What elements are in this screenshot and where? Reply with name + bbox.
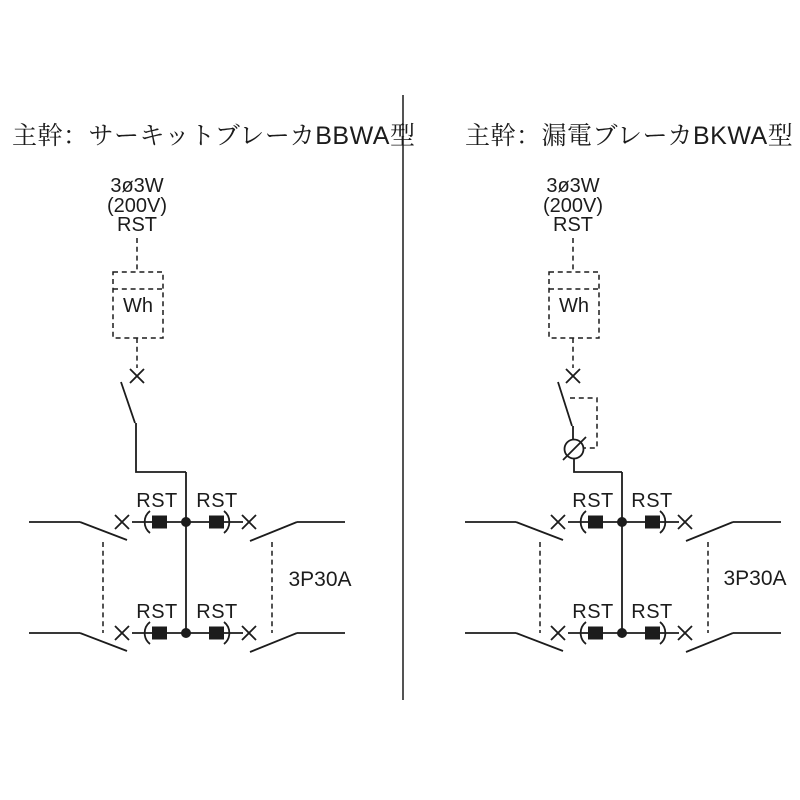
right-branch-rating-label: 3P30A <box>723 567 787 590</box>
right-feed-system: 3ø3W <box>546 175 600 197</box>
right-feed-phases: RST <box>553 214 593 236</box>
right-branch-row-2-symbol <box>465 622 781 652</box>
right-feed-voltage: (200V) <box>542 194 604 217</box>
left-row2-right-phase-label: RST <box>196 601 238 623</box>
right-feed-label <box>513 177 633 236</box>
right-branch-row-1-symbol <box>465 511 781 541</box>
right-meter-label: Wh <box>559 295 589 317</box>
left-feed-phases: RST <box>117 214 157 236</box>
right-panel-title: 主幹：漏電ブレーカBKWA型 <box>465 122 794 150</box>
right-row1-left-phase-label: RST <box>572 490 614 512</box>
left-row1-left-phase-label: RST <box>136 490 178 512</box>
right-row2-left-phase-label: RST <box>572 601 614 623</box>
left-branch-row-2-symbol <box>29 622 345 652</box>
left-feed-label <box>77 177 197 236</box>
left-row1-right-phase-label: RST <box>196 490 238 512</box>
left-feed-voltage: (200V) <box>106 194 168 217</box>
left-branch-rating-label: 3P30A <box>288 568 352 591</box>
right-row2-right-phase-label: RST <box>631 601 673 623</box>
left-meter-label: Wh <box>123 295 153 317</box>
left-feed-system: 3ø3W <box>110 175 164 197</box>
left-row2-left-phase-label: RST <box>136 601 178 623</box>
left-branch-row-1-symbol <box>29 511 345 541</box>
left-panel-title: 主幹：サーキットブレーカBBWA型 <box>12 122 416 150</box>
right-row1-right-phase-label: RST <box>631 490 673 512</box>
